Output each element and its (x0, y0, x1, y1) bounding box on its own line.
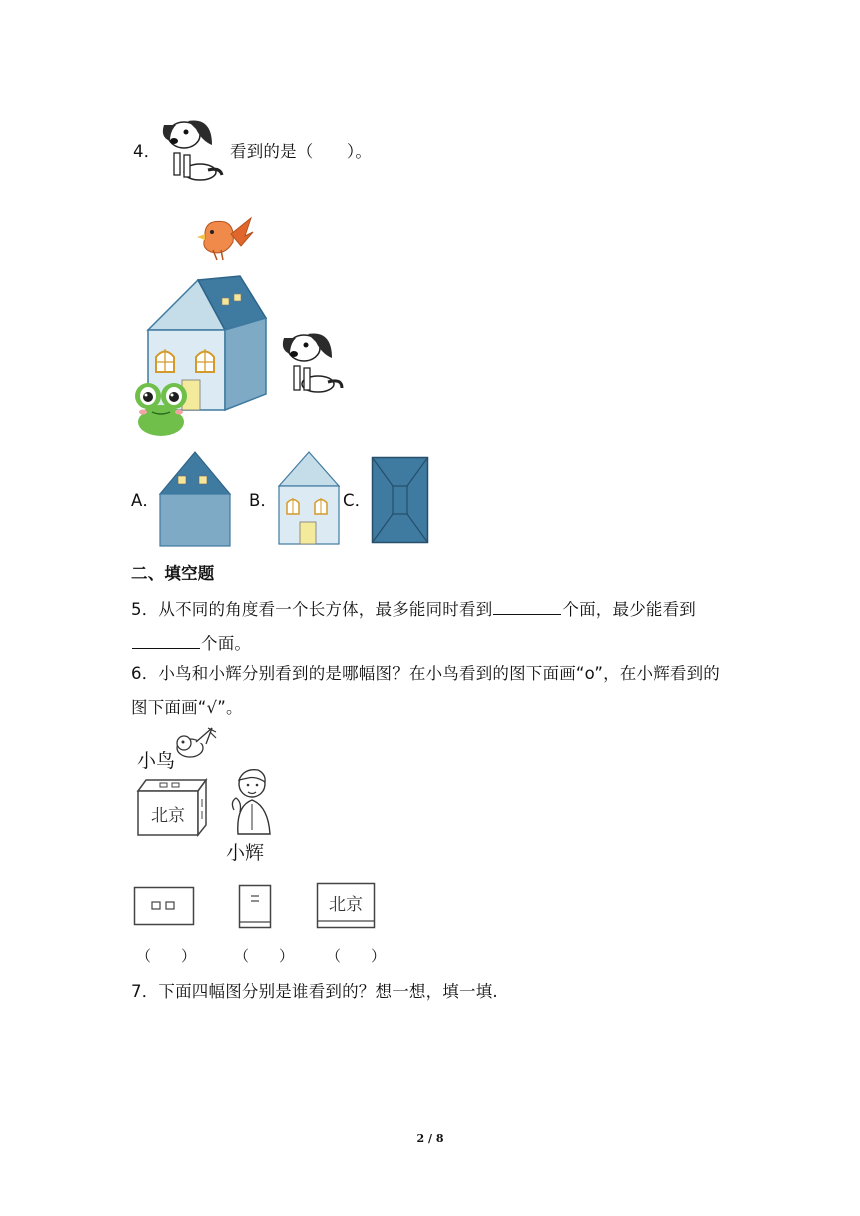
page-number: 2 / 8 (416, 1132, 444, 1145)
question-5-line-1 (131, 597, 696, 621)
option-c-label: C． (343, 491, 372, 510)
option-c-figure[interactable] (371, 456, 429, 544)
dog-icon-scene (280, 328, 346, 398)
question-5-line-2 (131, 631, 251, 655)
side-view-figure[interactable] (238, 884, 272, 930)
dog-icon (160, 115, 226, 185)
bird-label: 小鸟 (137, 750, 176, 772)
question-6-line-1: 6．小鸟和小辉分别看到的是哪幅图？在小鸟看到的图下面画“o”，在小辉看到的 (131, 664, 721, 683)
box-front-label: 北京 (151, 806, 185, 826)
front-view-label: 北京 (329, 895, 363, 915)
question-5-text-c: 个面。 (201, 634, 252, 653)
question-4-stem: 看到的是（ ）。 (230, 142, 373, 161)
bird-icon (195, 212, 257, 266)
option-b-label: B． (249, 491, 278, 510)
option-a-label: A． (131, 491, 160, 510)
option-a-figure[interactable] (158, 450, 232, 548)
beijing-box-illustration (134, 777, 210, 839)
answer-paren-3[interactable]: （ ） (326, 947, 387, 965)
question-7-text: 7．下面四幅图分别是谁看到的？想一想，填一填. (131, 982, 498, 1001)
boy-icon (220, 764, 276, 838)
option-b-figure[interactable] (277, 450, 341, 546)
frog-icon (134, 380, 188, 438)
answer-paren-2[interactable]: （ ） (234, 947, 295, 965)
question-5-text-b: 个面，最少能看到 (562, 600, 697, 619)
question-6-line-2: 图下面画“√”。 (131, 698, 243, 717)
question-4-number: 4． (133, 142, 161, 161)
section-title: 二、填空题 (131, 564, 215, 583)
answer-blank-1[interactable] (493, 597, 561, 615)
boy-label: 小辉 (226, 842, 265, 864)
question-5-text-a: 5．从不同的角度看一个长方体，最多能同时看到 (131, 600, 493, 619)
answer-paren-1[interactable]: （ ） (136, 947, 197, 965)
answer-blank-2[interactable] (132, 631, 200, 649)
front-view-figure[interactable] (316, 882, 376, 930)
top-view-figure[interactable] (133, 886, 195, 926)
small-bird-icon (172, 726, 222, 762)
